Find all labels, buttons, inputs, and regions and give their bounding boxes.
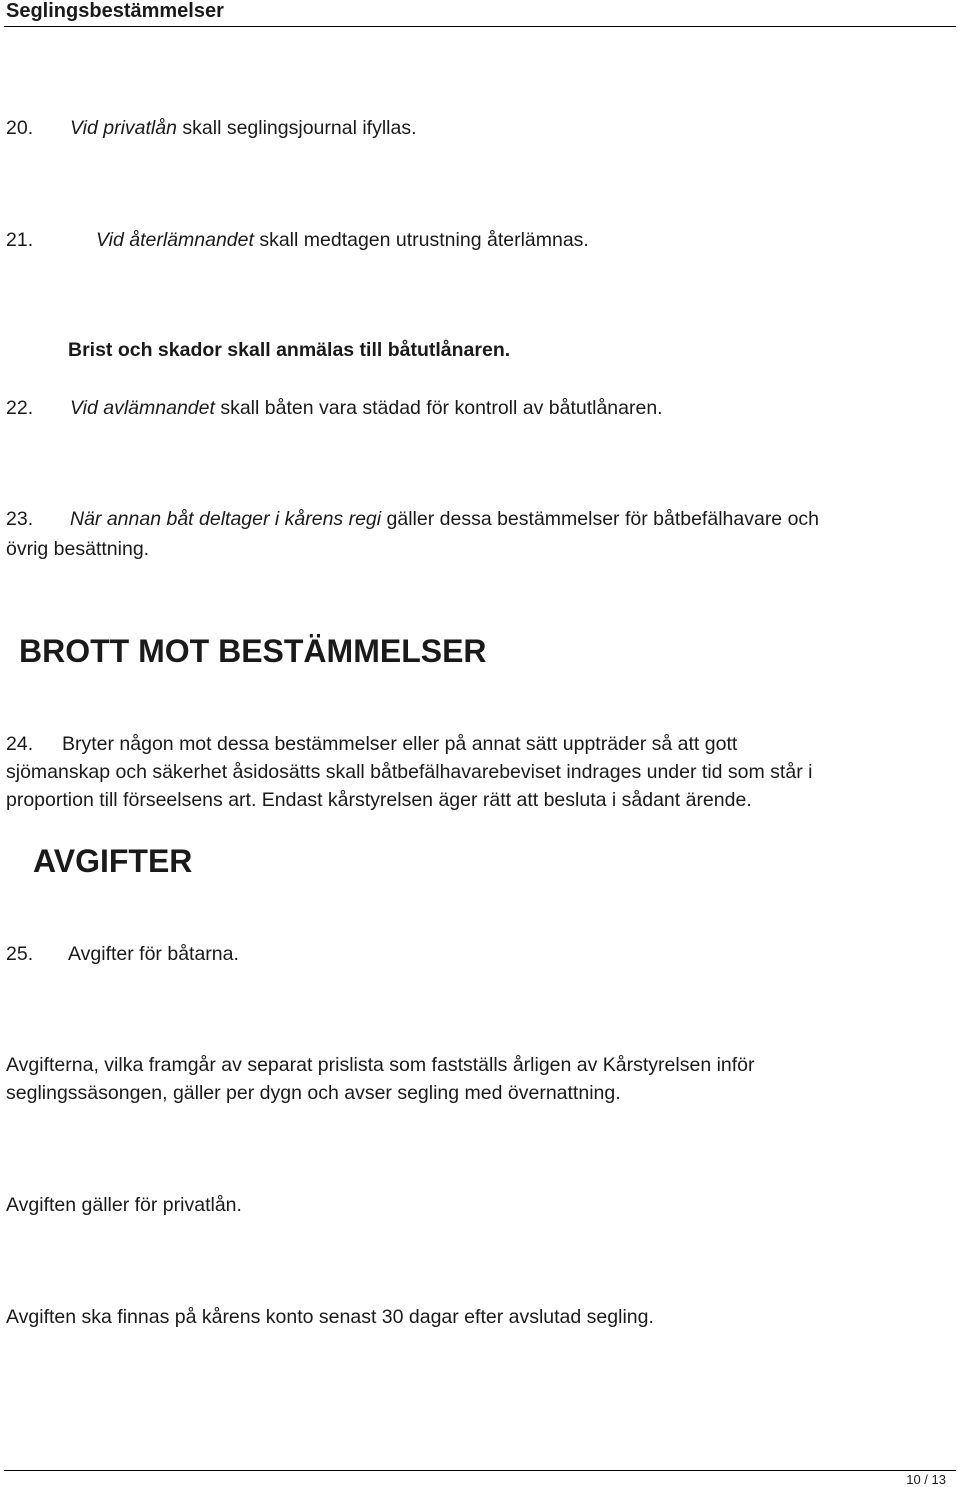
item-text: skall båten vara städad för kontroll av båtutlånaren. <box>214 397 663 419</box>
rule-item-21 <box>6 226 589 254</box>
item-number: 22. <box>6 397 34 419</box>
item-italic-text: Vid återlämnandet <box>96 229 254 251</box>
item-italic-text: Vid privatlån <box>70 117 177 139</box>
rule-item-24 <box>6 730 737 758</box>
section-heading-brott: BROTT MOT BESTÄMMELSER <box>19 633 487 669</box>
item-italic-text: När annan båt deltager i kårens regi <box>70 508 382 530</box>
document-header-title: Seglingsbestämmelser <box>6 0 224 22</box>
item-text: Avgifter för båtarna. <box>68 943 239 965</box>
header-divider <box>4 26 956 27</box>
item-text: Bryter någon mot dessa bestämmelser eller på annat sätt uppträder så att gott <box>62 733 738 755</box>
fees-payment-deadline-note: Avgiften ska finnas på kårens konto senast 30 dagar efter avslutad segling. <box>6 1306 654 1328</box>
item-text: skall medtagen utrustning återlämnas. <box>253 229 589 251</box>
rule-item-25 <box>6 940 239 968</box>
rule-item-20 <box>6 114 417 142</box>
item-italic-text: Vid avlämnandet <box>70 397 215 419</box>
fees-paragraph-line2: seglingssäsongen, gäller per dygn och avser segling med övernattning. <box>6 1082 621 1104</box>
fees-paragraph-line1: Avgifterna, vilka framgår av separat prislista som fastställs årligen av Kårstyrelsen inför <box>6 1054 755 1076</box>
page-number: 10 / 13 <box>906 1472 946 1487</box>
rule-item-23 <box>6 505 819 533</box>
rule-item-23-continuation: övrig besättning. <box>6 538 150 560</box>
item-number: 20. <box>6 117 34 139</box>
item-number: 23. <box>6 508 34 530</box>
fees-private-loan-note: Avgiften gäller för privatlån. <box>6 1194 242 1216</box>
section-heading-avgifter: AVGIFTER <box>33 843 193 879</box>
item-text: gäller dessa bestämmelser för båtbefälhavare och <box>381 508 820 530</box>
item-number: 25. <box>6 943 34 965</box>
rule-item-24-line3: proportion till förseelsens art. Endast kårstyrelsen äger rätt att besluta i sådant ärende. <box>6 789 752 811</box>
item-number: 24. <box>6 733 34 755</box>
item-text: skall seglingsjournal ifyllas. <box>176 117 417 139</box>
damage-report-note: Brist och skador skall anmälas till båtutlånaren. <box>68 339 511 361</box>
rule-item-22 <box>6 394 663 422</box>
footer-divider <box>4 1470 956 1471</box>
rule-item-24-line2: sjömanskap och säkerhet åsidosätts skall båtbefälhavarebeviset indrages under tid som står i <box>6 761 813 783</box>
item-number: 21. <box>6 229 34 251</box>
